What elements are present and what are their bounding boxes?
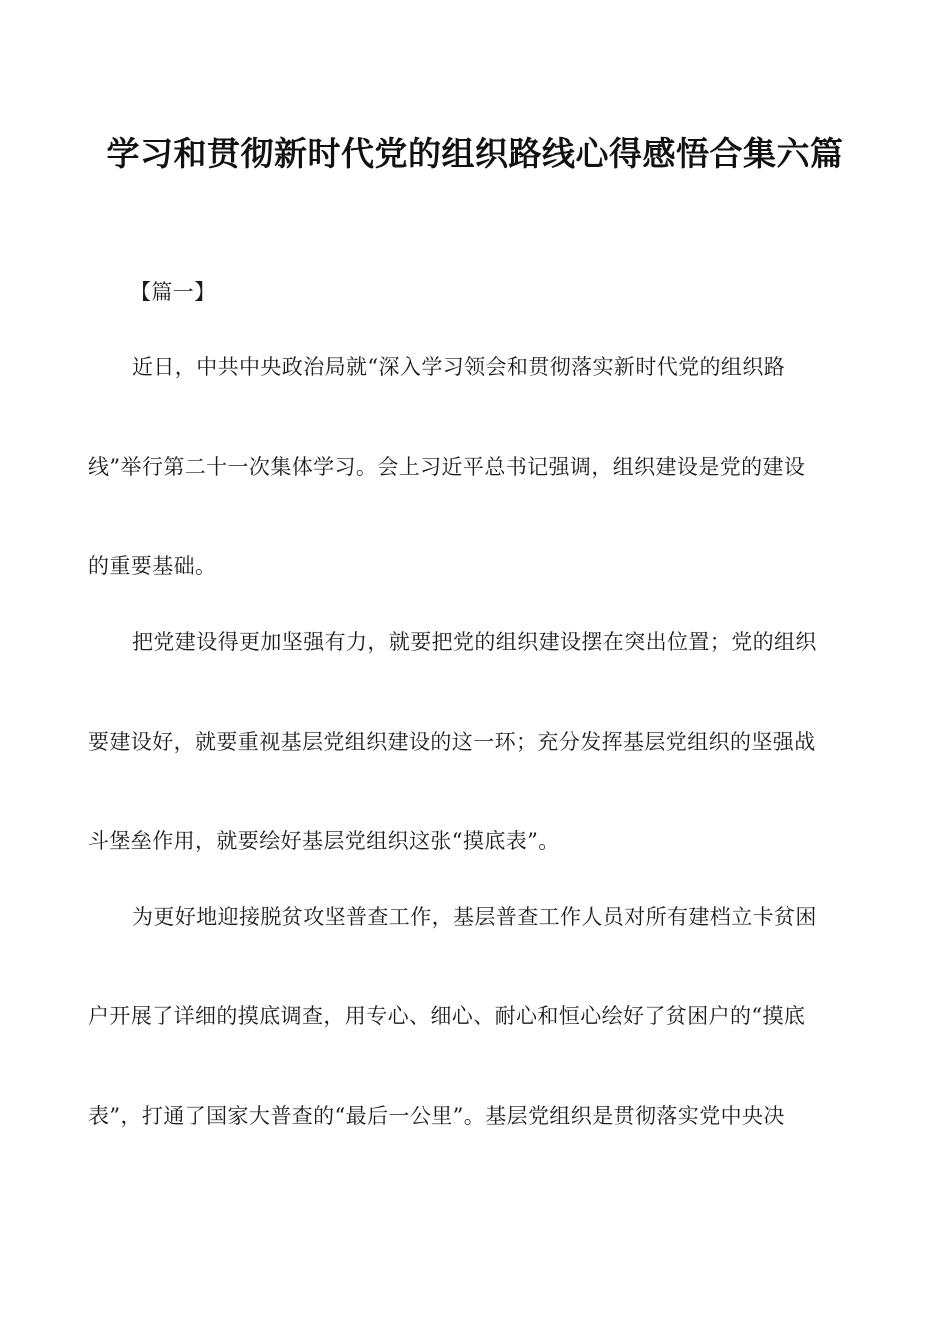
paragraph-line: 为更好地迎接脱贫攻坚普查工作，基层普查工作人员对所有建档立卡贫困 <box>132 905 817 929</box>
paragraph-line: 户开展了详细的摸底调查，用专心、细心、耐心和恒心绘好了贫困户的“摸底 <box>88 1004 806 1028</box>
paragraph-line: 线”举行第二十一次集体学习。会上习近平总书记强调，组织建设是党的建设 <box>88 455 806 479</box>
paragraph-line: 近日，中共中央政治局就“深入学习领会和贯彻落实新时代党的组织路 <box>132 355 786 379</box>
paragraph-line: 要建设好，就要重视基层党组织建设的这一环；充分发挥基层党组织的坚强战 <box>88 730 816 754</box>
paragraph-line: 表”，打通了国家大普查的“最后一公里”。基层党组织是贯彻落实党中央决 <box>88 1104 785 1128</box>
paragraph-line: 的重要基础。 <box>88 554 217 578</box>
document-title: 学习和贯彻新时代党的组织路线心得感悟合集六篇 <box>106 134 844 173</box>
paragraph-line: 斗堡垒作用，就要绘好基层党组织这张“摸底表”。 <box>88 829 560 853</box>
paragraph-line: 把党建设得更加坚强有力，就要把党的组织建设摆在突出位置；党的组织 <box>132 630 817 654</box>
section-label: 【篇一】 <box>130 280 216 304</box>
